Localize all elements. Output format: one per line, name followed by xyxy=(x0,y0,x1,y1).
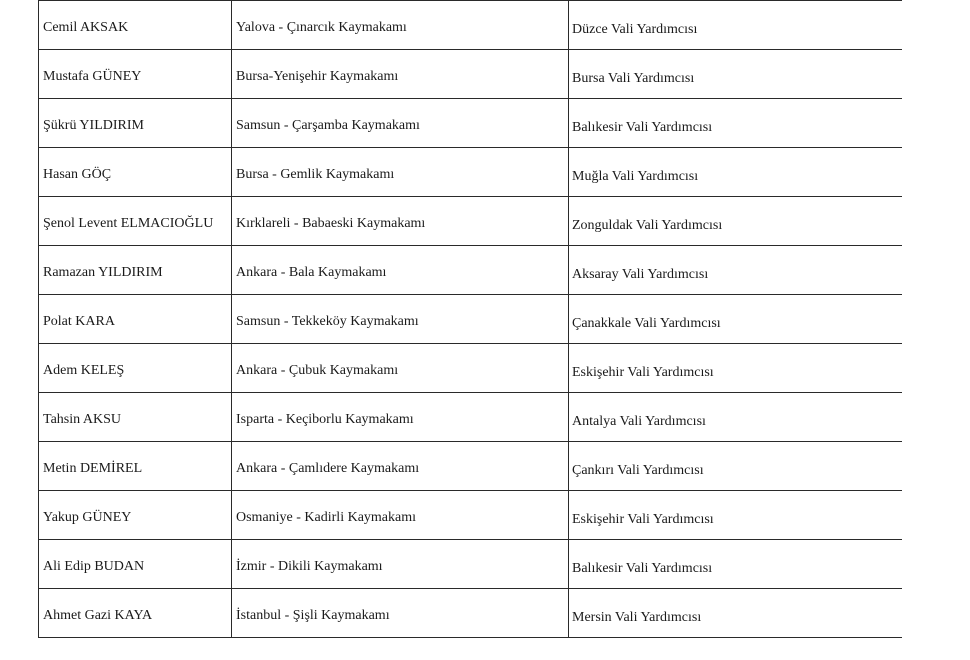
old-post: Ankara - Çamlıdere Kaymakamı xyxy=(236,461,420,476)
name-cell xyxy=(39,197,232,246)
new-post: Muğla Vali Yardımcısı xyxy=(572,169,699,184)
table-row xyxy=(39,589,903,638)
name-cell xyxy=(39,491,232,540)
old-post-cell xyxy=(232,295,569,344)
person-name: Şükrü YILDIRIM xyxy=(43,118,144,133)
new-post-cell xyxy=(569,197,903,246)
new-post-cell xyxy=(569,442,903,491)
new-post-cell xyxy=(569,491,903,540)
name-cell xyxy=(39,344,232,393)
new-post-cell xyxy=(569,393,903,442)
old-post-cell xyxy=(232,393,569,442)
new-post-cell xyxy=(569,99,903,148)
table-row xyxy=(39,197,903,246)
new-post: Eskişehir Vali Yardımcısı xyxy=(572,365,714,380)
person-name: Ahmet Gazi KAYA xyxy=(43,608,153,623)
old-post-cell xyxy=(232,1,569,50)
new-post-cell xyxy=(569,589,903,638)
old-post: Ankara - Çubuk Kaymakamı xyxy=(236,363,399,378)
new-post: Çanakkale Vali Yardımcısı xyxy=(572,316,721,331)
name-cell xyxy=(39,442,232,491)
new-post-cell xyxy=(569,1,903,50)
name-cell xyxy=(39,589,232,638)
person-name: Tahsin AKSU xyxy=(43,412,121,427)
old-post-cell xyxy=(232,589,569,638)
person-name: Metin DEMİREL xyxy=(43,461,143,476)
table-row xyxy=(39,246,903,295)
table-row xyxy=(39,148,903,197)
new-post: Antalya Vali Yardımcısı xyxy=(572,414,706,429)
person-name: Hasan GÖÇ xyxy=(43,167,112,182)
person-name: Ramazan YILDIRIM xyxy=(43,265,163,280)
person-name: Yakup GÜNEY xyxy=(43,510,132,525)
table-row xyxy=(39,1,903,50)
name-cell xyxy=(39,393,232,442)
appointments-table xyxy=(38,0,902,638)
old-post: Samsun - Tekkeköy Kaymakamı xyxy=(236,314,419,329)
table-row xyxy=(39,50,903,99)
table-row xyxy=(39,295,903,344)
name-cell xyxy=(39,148,232,197)
old-post: İzmir - Dikili Kaymakamı xyxy=(236,559,383,574)
name-cell xyxy=(39,50,232,99)
old-post-cell xyxy=(232,442,569,491)
old-post: Ankara - Bala Kaymakamı xyxy=(236,265,387,280)
table-row xyxy=(39,344,903,393)
name-cell xyxy=(39,540,232,589)
old-post-cell xyxy=(232,540,569,589)
old-post: Bursa - Gemlik Kaymakamı xyxy=(236,167,395,182)
person-name: Cemil AKSAK xyxy=(43,20,129,35)
old-post: Samsun - Çarşamba Kaymakamı xyxy=(236,118,420,133)
person-name: Polat KARA xyxy=(43,314,115,329)
table-body xyxy=(39,1,903,638)
name-cell xyxy=(39,99,232,148)
person-name: Ali Edip BUDAN xyxy=(43,559,145,574)
new-post: Balıkesir Vali Yardımcısı xyxy=(572,561,713,576)
new-post: Zonguldak Vali Yardımcısı xyxy=(572,218,723,233)
new-post: Çankırı Vali Yardımcısı xyxy=(572,463,704,478)
old-post: Isparta - Keçiborlu Kaymakamı xyxy=(236,412,414,427)
table-row xyxy=(39,442,903,491)
new-post: Aksaray Vali Yardımcısı xyxy=(572,267,709,282)
new-post: Eskişehir Vali Yardımcısı xyxy=(572,512,714,527)
person-name: Adem KELEŞ xyxy=(43,363,125,378)
table-row xyxy=(39,99,903,148)
old-post-cell xyxy=(232,246,569,295)
new-post: Bursa Vali Yardımcısı xyxy=(572,71,695,86)
old-post: Kırklareli - Babaeski Kaymakamı xyxy=(236,216,426,231)
old-post-cell xyxy=(232,491,569,540)
new-post-cell xyxy=(569,540,903,589)
new-post-cell xyxy=(569,295,903,344)
table-row xyxy=(39,491,903,540)
table-row xyxy=(39,540,903,589)
old-post: Bursa-Yenişehir Kaymakamı xyxy=(236,69,399,84)
old-post-cell xyxy=(232,50,569,99)
old-post-cell xyxy=(232,197,569,246)
new-post: Balıkesir Vali Yardımcısı xyxy=(572,120,713,135)
old-post: Osmaniye - Kadirli Kaymakamı xyxy=(236,510,417,525)
old-post-cell xyxy=(232,99,569,148)
old-post: Yalova - Çınarcık Kaymakamı xyxy=(236,20,407,35)
name-cell xyxy=(39,1,232,50)
new-post-cell xyxy=(569,50,903,99)
name-cell xyxy=(39,246,232,295)
table-row xyxy=(39,393,903,442)
person-name: Şenol Levent ELMACIOĞLU xyxy=(43,216,214,231)
new-post: Mersin Vali Yardımcısı xyxy=(572,610,702,625)
new-post-cell xyxy=(569,344,903,393)
new-post-cell xyxy=(569,148,903,197)
name-cell xyxy=(39,295,232,344)
person-name: Mustafa GÜNEY xyxy=(43,69,142,84)
new-post-cell xyxy=(569,246,903,295)
old-post-cell xyxy=(232,148,569,197)
old-post: İstanbul - Şişli Kaymakamı xyxy=(236,608,390,623)
old-post-cell xyxy=(232,344,569,393)
new-post: Düzce Vali Yardımcısı xyxy=(572,22,698,37)
